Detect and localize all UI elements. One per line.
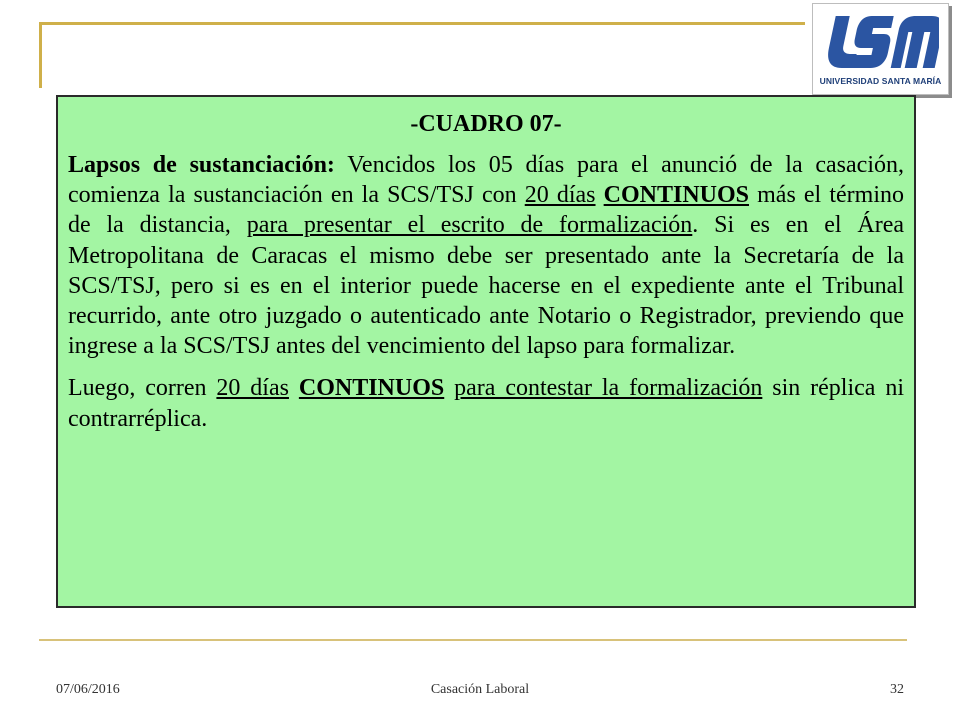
paragraph-contestacion [68, 373, 904, 433]
paragraph-text: Vencidos los 05 días para el anunció de la casación, comienza la sustanciación en la SCS/TSJ con [68, 152, 904, 209]
footer-page-number: 32 [890, 682, 904, 697]
underlined-term: 20 días [524, 182, 596, 209]
logo-caption: UNIVERSIDAD SANTA MARÍA [819, 76, 942, 86]
frame-left-line [39, 22, 42, 88]
frame-bottom-line [39, 639, 907, 641]
footer-title: Casación Laboral [430, 682, 530, 697]
paragraph-sustanciacion [68, 150, 904, 361]
footer-date: 07/06/2016 [56, 682, 120, 697]
paragraph-text: Luego, corren [68, 375, 217, 402]
paragraph-text: . Si es en el Área Metropolitana de Caracas el mismo debe ser presentado ante la Secretaría de la SCS/TSJ, pero si es en el interior puede hacerse en el expediente ante el Tribunal recurrido, ante otro juzgado o autenticado ante Notario o Registrador, previendo que ingrese a la SCS/TSJ antes del vencimiento del lapso para formalizar. [68, 212, 904, 360]
underlined-term: para contestar la formalización [454, 375, 763, 402]
underlined-bold-term: CONTINUOS [298, 375, 445, 402]
box-title: -CUADRO 07- [410, 111, 562, 137]
university-logo [812, 3, 949, 95]
underlined-bold-term: CONTINUOS [603, 182, 749, 209]
frame-top-line [39, 22, 805, 25]
underlined-term: 20 días [216, 375, 289, 402]
underlined-term: para presentar el escrito de formalización [246, 212, 693, 239]
paragraph-label: Lapsos de sustanciación: [68, 152, 335, 178]
usm-logo-icon [821, 10, 939, 74]
content-box [56, 95, 916, 608]
paragraph-text: sin réplica ni contrarréplica. [68, 375, 904, 432]
paragraph-text: más el término de la distancia, [68, 182, 904, 239]
